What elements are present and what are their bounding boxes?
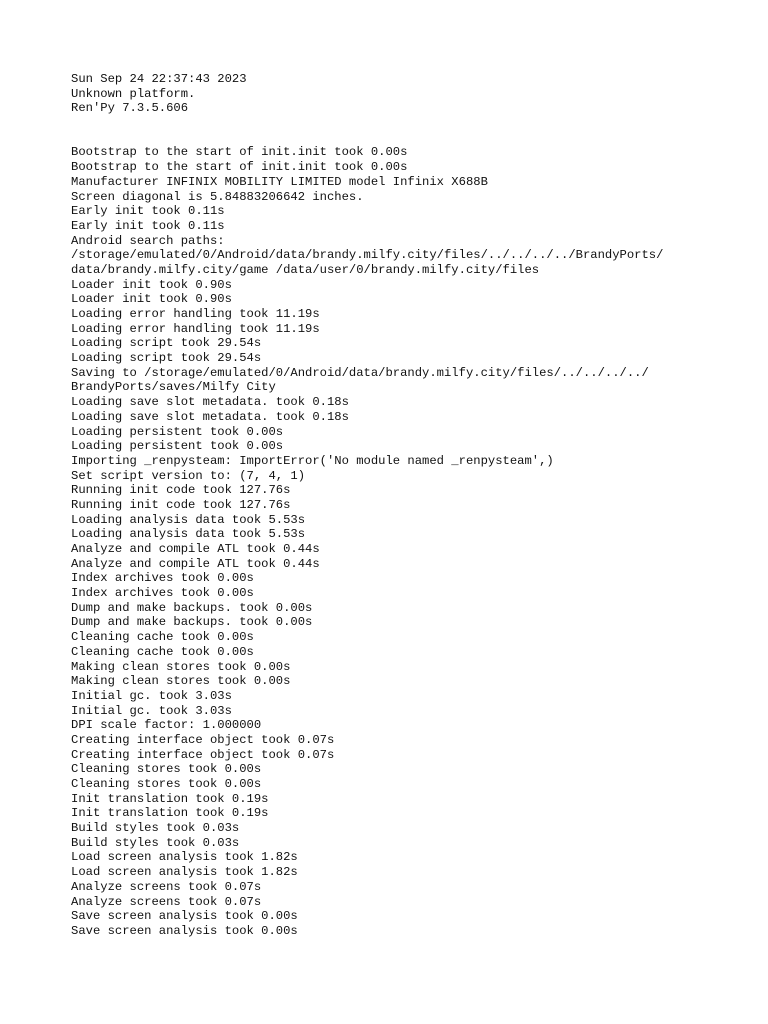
log-line: Index archives took 0.00s: [71, 571, 254, 586]
log-line: Importing _renpysteam: ImportError('No module named _renpysteam',): [71, 453, 554, 468]
log-lines: [71, 145, 711, 938]
log-line: Set script version to: (7, 4, 1): [71, 468, 306, 483]
log-line: Loading save slot metadata. took 0.18s: [71, 409, 349, 424]
log-line: Making clean stores took 0.00s: [71, 659, 291, 674]
log-line: Initial gc. took 3.03s: [71, 703, 232, 718]
log-line: Bootstrap to the start of init.init took 0.00s: [71, 160, 408, 175]
log-line: Loading save slot metadata. took 0.18s: [71, 395, 349, 410]
log-line: Cleaning cache took 0.00s: [71, 630, 254, 645]
log-line: Creating interface object took 0.07s: [71, 747, 335, 762]
header-line-timestamp: Sun Sep 24 22:37:43 2023: [71, 72, 247, 86]
log-line: Running init code took 127.76s: [71, 483, 291, 498]
log-line: Loading analysis data took 5.53s: [71, 527, 306, 542]
log-line: Saving to /storage/emulated/0/Android/data/brandy.milfy.city/files/../../../../: [71, 365, 649, 380]
log-document: [71, 72, 711, 939]
log-line: /storage/emulated/0/Android/data/brandy.milfy.city/files/../../../../BrandyPorts/: [71, 248, 664, 263]
log-line: Loading analysis data took 5.53s: [71, 512, 306, 527]
log-line: Early init took 0.11s: [71, 204, 225, 219]
log-line: Bootstrap to the start of init.init took 0.00s: [71, 145, 408, 160]
log-line: BrandyPorts/saves/Milfy City: [71, 380, 276, 395]
header-line-version: Ren'Py 7.3.5.606: [71, 101, 189, 116]
log-line: Loader init took 0.90s: [71, 277, 232, 292]
log-line: Analyze and compile ATL took 0.44s: [71, 542, 320, 556]
blank-line: [71, 116, 711, 131]
log-line: Analyze and compile ATL took 0.44s: [71, 556, 320, 571]
blank-line: [71, 131, 711, 146]
log-line: Early init took 0.11s: [71, 218, 225, 233]
log-line: Load screen analysis took 1.82s: [71, 865, 298, 880]
log-line: Analyze screens took 0.07s: [71, 879, 262, 894]
log-line: Cleaning cache took 0.00s: [71, 644, 254, 659]
log-line: data/brandy.milfy.city/game /data/user/0/brandy.milfy.city/files: [71, 262, 540, 277]
log-line: Making clean stores took 0.00s: [71, 674, 291, 689]
log-line: Save screen analysis took 0.00s: [71, 923, 298, 938]
log-line: Dump and make backups. took 0.00s: [71, 600, 313, 615]
log-line: DPI scale factor: 1.000000: [71, 718, 262, 733]
log-line: Loading script took 29.54s: [71, 336, 262, 351]
log-line: Loading error handling took 11.19s: [71, 307, 320, 321]
header-line-platform: Unknown platform.: [71, 86, 196, 101]
log-line: Build styles took 0.03s: [71, 835, 240, 850]
log-line: Android search paths:: [71, 233, 225, 248]
log-line: Init translation took 0.19s: [71, 791, 269, 806]
log-line: Creating interface object took 0.07s: [71, 732, 335, 747]
log-line: Dump and make backups. took 0.00s: [71, 615, 313, 630]
log-line: Index archives took 0.00s: [71, 586, 254, 601]
log-line: Load screen analysis took 1.82s: [71, 850, 298, 865]
log-line: Screen diagonal is 5.84883206642 inches.: [71, 189, 364, 204]
log-line: Loader init took 0.90s: [71, 292, 232, 307]
log-line: Loading persistent took 0.00s: [71, 439, 284, 454]
log-line: Loading script took 29.54s: [71, 351, 262, 366]
log-line: Cleaning stores took 0.00s: [71, 762, 262, 777]
log-line: Loading persistent took 0.00s: [71, 424, 284, 439]
log-line: Init translation took 0.19s: [71, 806, 269, 821]
log-line: Analyze screens took 0.07s: [71, 894, 262, 909]
log-line: Initial gc. took 3.03s: [71, 688, 232, 703]
log-line: Running init code took 127.76s: [71, 497, 291, 512]
log-line: Cleaning stores took 0.00s: [71, 777, 262, 791]
log-line: Build styles took 0.03s: [71, 821, 240, 836]
log-line: Save screen analysis took 0.00s: [71, 909, 298, 924]
log-line: Manufacturer INFINIX MOBILITY LIMITED model Infinix X688B: [71, 174, 488, 189]
log-line: Loading error handling took 11.19s: [71, 321, 320, 336]
